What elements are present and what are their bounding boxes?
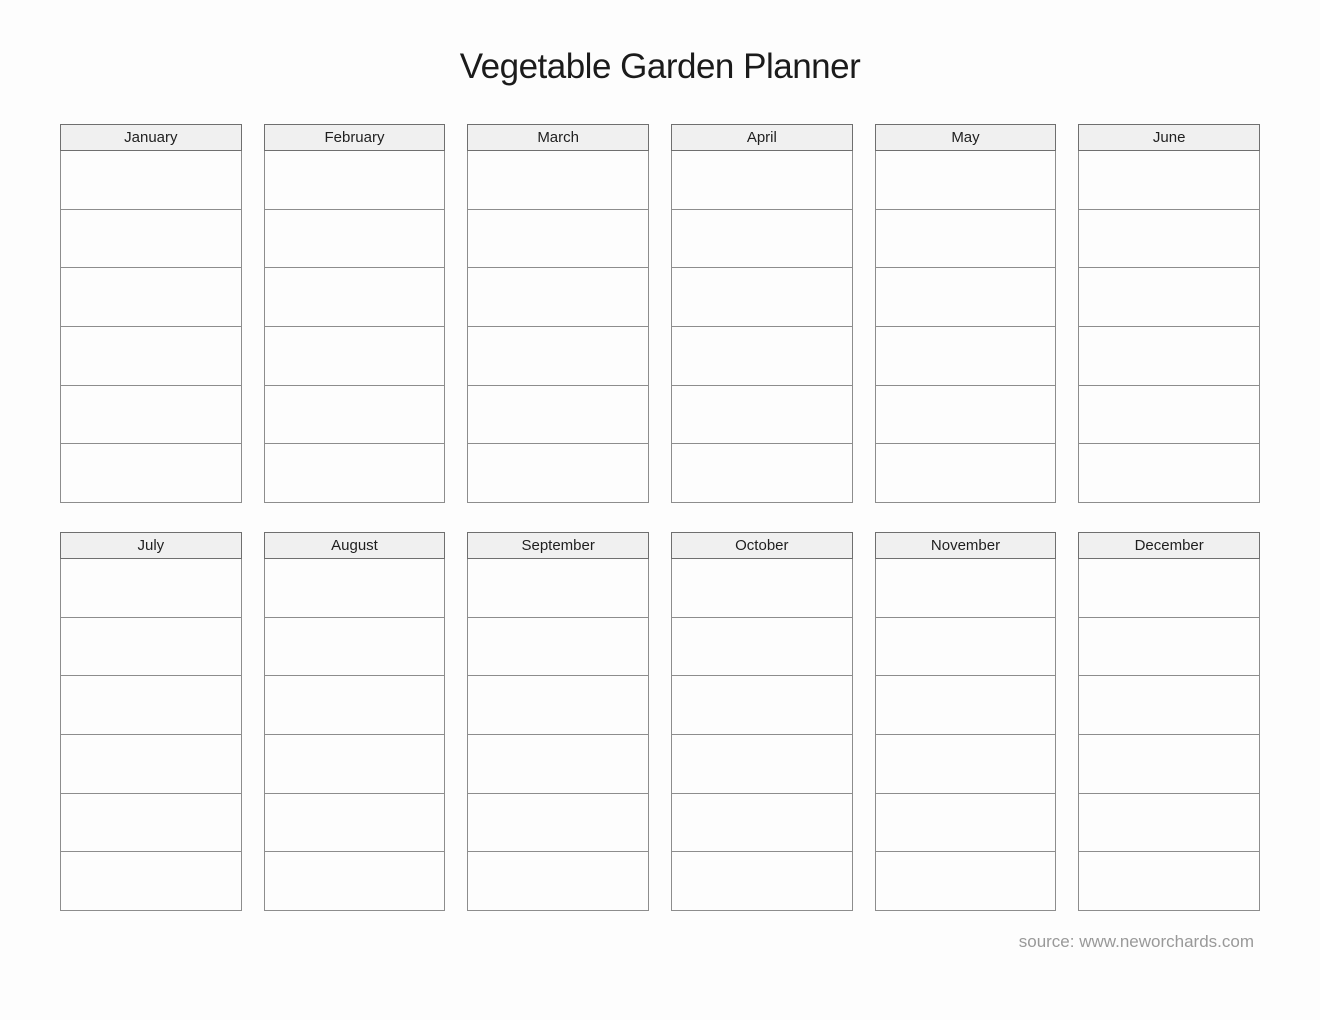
month-label: July [137,537,165,554]
month-column-november [875,532,1057,911]
month-cell [1079,794,1259,853]
month-label: October [735,537,789,554]
month-cell [1079,210,1259,269]
month-cell [265,794,445,853]
month-cell [672,852,852,910]
month-cell [468,559,648,618]
month-column-july [60,532,242,911]
month-column-september [467,532,649,911]
month-label: January [124,129,178,146]
month-cell [265,151,445,210]
month-header [264,532,446,559]
month-cell [468,151,648,210]
month-label: December [1134,537,1204,554]
month-cell [1079,268,1259,327]
month-cell [876,735,1056,794]
month-cell [265,852,445,910]
month-header [671,532,853,559]
month-cell [265,210,445,269]
month-header [60,124,242,151]
month-column-december [1078,532,1260,911]
month-body [875,151,1057,503]
month-cell [61,852,241,910]
month-cell [876,386,1056,445]
month-cell [61,327,241,386]
month-cell [61,794,241,853]
month-body [671,559,853,911]
month-cell [265,559,445,618]
month-cell [672,210,852,269]
month-cell [1079,151,1259,210]
month-cell [61,151,241,210]
month-body [60,559,242,911]
month-header [875,532,1057,559]
month-column-october [671,532,853,911]
month-column-april [671,124,853,503]
month-label: September [521,537,595,554]
month-cell [61,386,241,445]
month-body [264,151,446,503]
month-header [467,124,649,151]
month-cell [876,618,1056,677]
month-cell [1079,444,1259,502]
month-header [467,532,649,559]
month-cell [61,618,241,677]
month-cell [876,559,1056,618]
month-cell [468,735,648,794]
month-cell [672,676,852,735]
month-cell [61,210,241,269]
month-header [264,124,446,151]
month-label: May [951,129,980,146]
month-header [875,124,1057,151]
month-cell [468,676,648,735]
month-column-may [875,124,1057,503]
month-column-march [467,124,649,503]
month-cell [876,852,1056,910]
month-cell [672,618,852,677]
month-label: March [537,129,579,146]
month-cell [61,444,241,502]
month-cell [265,327,445,386]
month-header [1078,532,1260,559]
month-cell [1079,559,1259,618]
month-cell [1079,618,1259,677]
month-cell [876,676,1056,735]
month-cell [265,735,445,794]
month-cell [672,268,852,327]
month-cell [61,268,241,327]
month-label: February [324,129,385,146]
month-cell [468,852,648,910]
month-label: April [746,129,777,146]
month-body [467,559,649,911]
month-cell [265,618,445,677]
month-column-august [264,532,446,911]
month-header [671,124,853,151]
month-cell [468,444,648,502]
month-cell [1079,676,1259,735]
month-cell [61,735,241,794]
month-cell [876,794,1056,853]
month-body [875,559,1057,911]
source-credit: source: www.neworchards.com [1018,932,1254,951]
month-column-june [1078,124,1260,503]
month-body [1078,151,1260,503]
month-column-february [264,124,446,503]
month-body [264,559,446,911]
month-body [671,151,853,503]
month-label: November [930,537,1001,554]
month-cell [1079,327,1259,386]
month-cell [468,386,648,445]
month-cell [468,618,648,677]
month-header [60,532,242,559]
month-cell [1079,852,1259,910]
month-cell [672,735,852,794]
month-body [60,151,242,503]
month-cell [265,676,445,735]
month-cell [876,268,1056,327]
month-cell [468,794,648,853]
month-cell [468,327,648,386]
month-body [467,151,649,503]
month-grid-jan-jun [60,124,1260,503]
month-cell [1079,386,1259,445]
month-cell [672,151,852,210]
month-cell [61,559,241,618]
month-cell [876,444,1056,502]
month-cell [265,386,445,445]
month-cell [265,268,445,327]
month-cell [1079,735,1259,794]
month-body [1078,559,1260,911]
month-cell [672,444,852,502]
month-cell [468,210,648,269]
month-cell [672,559,852,618]
month-cell [876,151,1056,210]
month-cell [265,444,445,502]
month-cell [672,327,852,386]
month-cell [672,386,852,445]
month-cell [876,210,1056,269]
month-label: June [1152,129,1186,146]
month-label: August [331,537,378,554]
month-cell [876,327,1056,386]
month-grid-jul-dec [60,532,1260,911]
month-cell [468,268,648,327]
month-header [1078,124,1260,151]
page-title: Vegetable Garden Planner [459,47,861,86]
month-cell [672,794,852,853]
month-column-january [60,124,242,503]
month-cell [61,676,241,735]
